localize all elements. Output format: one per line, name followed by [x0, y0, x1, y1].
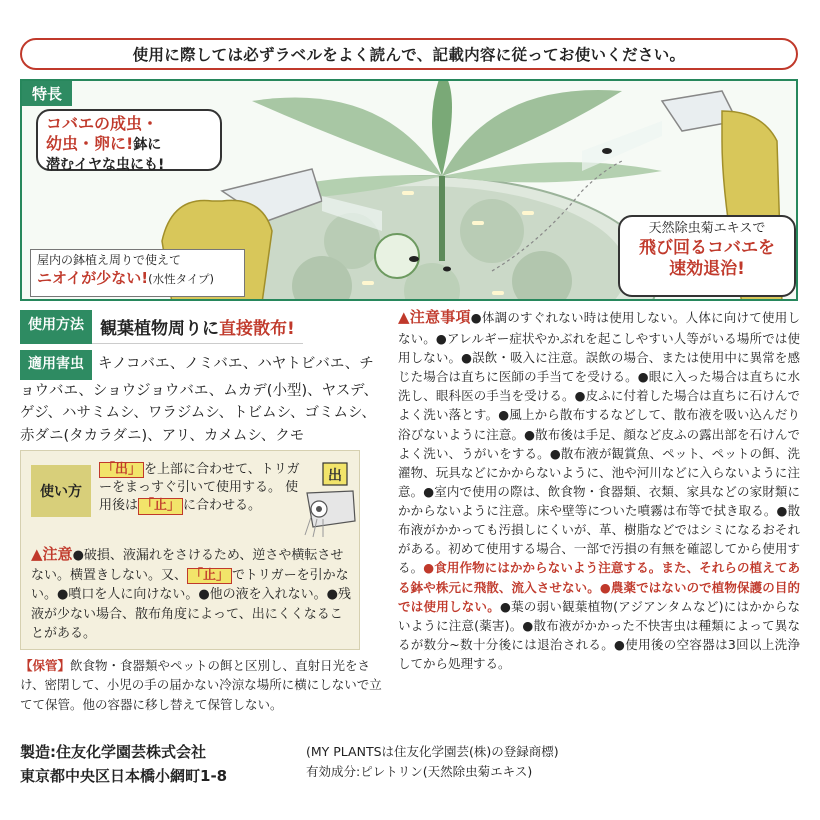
- trademark-info: [306, 742, 798, 782]
- bubble-black-line3: 潜むイヤな虫にも!: [46, 156, 165, 173]
- features-tag: 特長: [22, 81, 72, 106]
- howto-text-2: 使用後は: [99, 480, 299, 514]
- feature-note-indoor: [30, 249, 245, 297]
- warning-triangle-icon: ▲: [398, 308, 410, 326]
- howto-key-stop: 「止」: [138, 498, 183, 514]
- bubble-black-line2: 鉢に: [133, 137, 162, 153]
- usage-text-red: 直接散布!: [219, 319, 295, 339]
- warning-triangle-icon: ▲: [31, 545, 43, 563]
- pests-label: 適用害虫: [20, 350, 92, 380]
- feature-section: [20, 79, 798, 301]
- bubble2-line1: 天然除虫菊エキスで: [648, 221, 766, 236]
- active-ingredient-line: 有効成分:ピレトリン(天然除虫菊エキス): [306, 764, 533, 779]
- bubble-red-line2: 幼虫・卵に!: [46, 134, 134, 153]
- usage-text: [92, 310, 303, 344]
- howto-text: [99, 461, 307, 516]
- caution-section: [398, 306, 800, 673]
- trademark-line: (MY PLANTSは住友化学園芸(株)の登録商標): [306, 744, 559, 759]
- howto-text-1: を上部に合わせて、トリガーをまっすぐ引いて使用する。: [99, 462, 300, 496]
- usage-text-black: 観葉植物周りに: [100, 319, 219, 339]
- caution-red-text: ●食用作物にはかからないよう注意する。また、それらの植えてある鉢や株元に飛散、流入させない。●農薬ではないので植物保護の目的では使用しない。: [398, 560, 800, 614]
- storage-text: 飲食物・食器類やペットの餌と区別し、直射日光をさけ、密閉して、小児の手の届かない冷涼な場所に横にしないで立てて保管。他の容器に移し替えて保管しない。: [20, 658, 382, 712]
- howto-warn-2: でトリガーを引かない。●噴口を人に向けない。●他の液を入れない。●残液が少ない場合、散布角度によって、出にくくなることがある。: [31, 567, 352, 641]
- usage-warning-banner: 使用に際しては必ずラベルをよく読んで、記載内容に従ってお使いください。: [20, 38, 798, 70]
- howto-warn-1: ●破損、液漏れをさけるため、逆さや横転させない。横置きしない。又、: [31, 548, 344, 583]
- feature-bubble-pyrethrum: [618, 215, 796, 297]
- manufacturer-name: 製造:住友化学園芸株式会社: [20, 743, 206, 761]
- howto-text-3: に合わせる。: [183, 498, 262, 514]
- pests-section: [20, 350, 385, 447]
- storage-head: 【保管】: [20, 658, 71, 673]
- storage-section: [20, 656, 385, 714]
- howto-section: [20, 450, 360, 650]
- bubble2-red-line3: 速効退治!: [669, 259, 745, 280]
- bubble-red-line1: コバエの成虫・: [46, 114, 159, 133]
- howto-key-out: 「出」: [99, 462, 144, 478]
- howto-key-stop-2: 「止」: [187, 568, 232, 584]
- howto-warn-head: ▲注意: [31, 545, 73, 563]
- caution-text-1: ●体調のすぐれない時は使用しない。人体に向けて使用しない。●アレルギー症状やかぶれを起こしやすい人等がいる場所では使用しない。●誤飲・吸入に注意。誤飲の場合、または使用中に異常を感じた場合は直ちに医師の手当てを受ける。●眼に入った場合は直ちに水洗し、眼科医の手当を受ける。●皮ふに付着した場合は直ちに石けんでよく洗い落とす。●風上から散布するなどして、散布液を吸い込んだり浴びないように注意。●散布後は手足、顔など皮ふの露出部を石けんでよく洗い、うがいをする。●散布液が観賞魚、ペット、ペットの餌、洗濯物、玩具などにかからないように、池や河川などに入らないように注意。●室内で使用の際は、飲食物・食器類、衣類、家具などの家財類にかからないように注意。床や壁等についた噴霧は布等で拭き取る。●散布液がかかっても汚損しにくいが、革、樹脂などではシミになるおそれがある。初めて使用する場合、一部で汚損の有無を確認してから使用する。: [398, 310, 800, 576]
- caution-text-2: ●葉の弱い観葉植物(アジアンタムなど)にはかからないように注意(薬害)。●散布液がかかった不快害虫は種類によって異なるが数分~数十分後には退治される。●使用後の空容器は3回以上洗浄してから処理する。: [398, 598, 800, 672]
- note-line1: 屋内の鉢植え周りで使えて: [37, 253, 182, 267]
- howto-label: 使い方: [31, 465, 91, 517]
- bubble2-red-line2: 飛び回るコバエを: [639, 237, 775, 258]
- usage-section: [20, 310, 385, 348]
- nozzle-diagram: [303, 461, 359, 539]
- caution-head: ▲注意事項: [398, 308, 471, 326]
- note-line2-red: ニオイが少ない!: [37, 269, 149, 288]
- usage-label: 使用方法: [20, 310, 92, 344]
- feature-bubble-pests: [36, 109, 222, 171]
- note-line2-small: (水性タイプ): [148, 272, 214, 287]
- nozzle-label: 出: [328, 468, 342, 484]
- manufacturer-info: [20, 740, 227, 788]
- manufacturer-address: 東京都中央区日本橋小網町1-8: [20, 767, 228, 785]
- pests-text: キノコバエ、ノミバエ、ハヤトビバエ、チョウバエ、ショウジョウバエ、ムカデ(小型)、ヤスデ、ゲジ、ハサミムシ、ワラジムシ、トビムシ、ゴミムシ、赤ダニ(タカラダニ)、アリ、カメムシ、クモ: [20, 356, 379, 444]
- howto-warning: [31, 543, 353, 644]
